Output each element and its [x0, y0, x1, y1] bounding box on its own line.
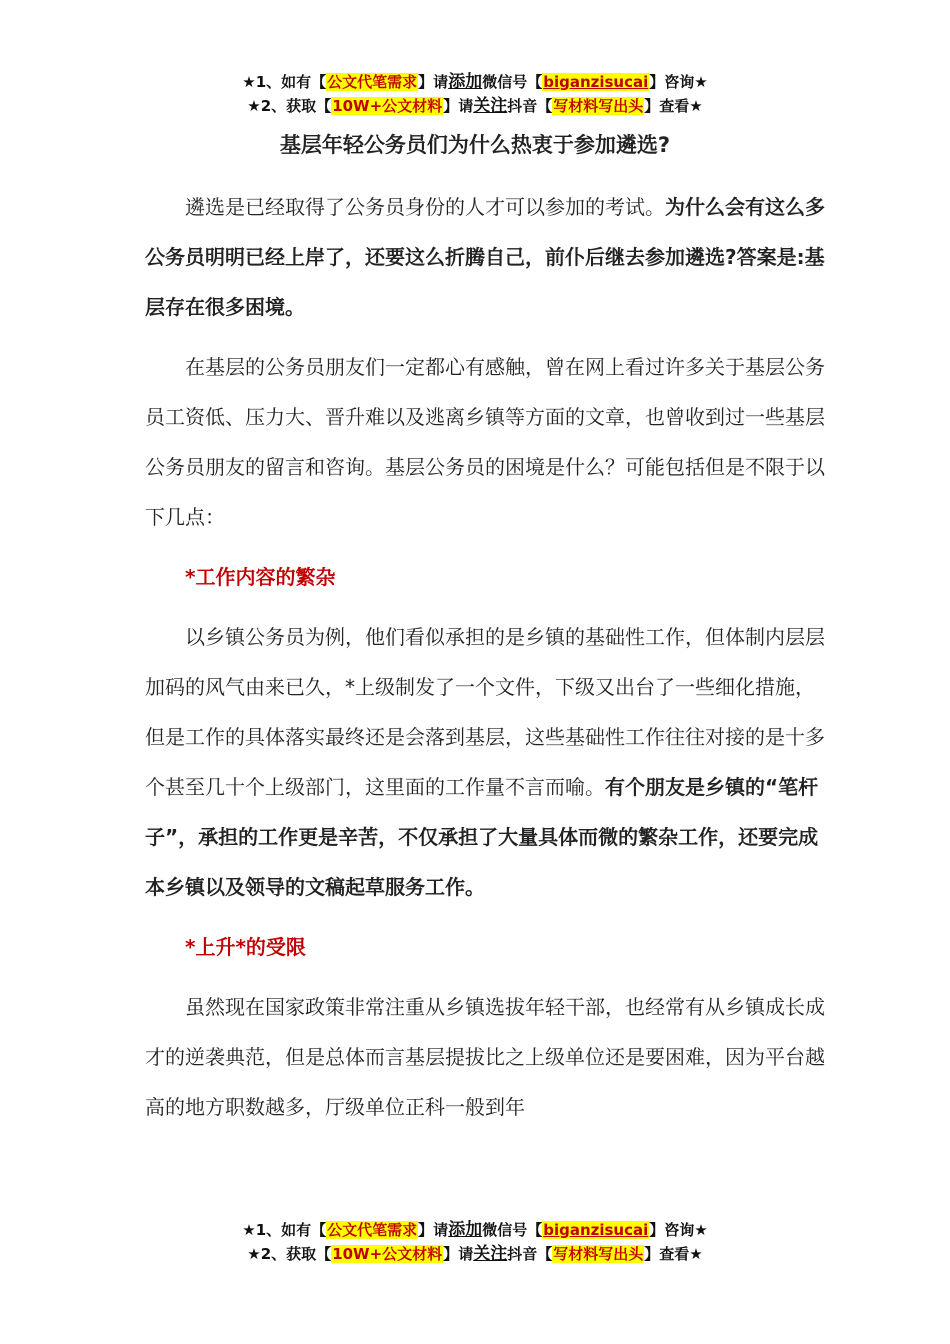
banner-text: 】查看 [644, 97, 690, 115]
paragraph-bold: 有个朋友是乡镇的“笔杆子”，承担的工作更是辛苦，不仅承担了大量具体而微的繁杂工作，还要完成本乡镇以及领导的文稿起草服务工作。 [145, 775, 819, 899]
paragraph-text: 遴选是已经取得了公务员身份的人才可以参加的考试。 [185, 195, 665, 219]
paragraph-3 [145, 612, 825, 912]
banner-line-1 [0, 70, 950, 94]
douyin-account: 写材料写出头 [553, 1245, 644, 1263]
paragraph-bold: 为什么会有这么多公务员明明已经上岸了，还要这么折腾自己，前仆后继去参加遴选?答案是:基层存在很多困境。 [145, 195, 825, 319]
article-body [145, 182, 825, 1142]
banner-text: 抖音【 [507, 97, 553, 115]
emphasis-add: 添加 [448, 1220, 483, 1240]
banner-line-1 [0, 1218, 950, 1242]
article-title: 基层年轻公务员们为什么热衷于参加遴选? [279, 133, 671, 157]
banner-line-2 [0, 94, 950, 118]
header-banner [0, 70, 950, 118]
emphasis-add: 添加 [448, 72, 483, 92]
banner-text: 】查看 [644, 1245, 690, 1263]
highlight-service: 公文代笔需求 [327, 1221, 418, 1239]
banner-text: 微信号【 [482, 1221, 543, 1239]
banner-text: 】咨询 [649, 73, 695, 91]
star-icon: ★ [689, 1245, 703, 1263]
star-icon: ★ [247, 1245, 261, 1263]
banner-text: 】请 [443, 1245, 474, 1263]
star-icon: ★ [694, 73, 708, 91]
star-icon: ★ [242, 1221, 256, 1239]
banner-text: 2、获取【 [260, 97, 332, 115]
section-heading-1: *工作内容的繁杂 [185, 565, 336, 589]
star-icon: ★ [242, 73, 256, 91]
banner-text: 1、如有【 [255, 73, 327, 91]
banner-text: 】请 [418, 73, 449, 91]
banner-text: 】请 [443, 97, 474, 115]
highlight-materials: 10W+公文材料 [332, 97, 443, 115]
emphasis-follow: 关注 [473, 96, 508, 116]
paragraph-4: 虽然现在国家政策非常注重从乡镇选拔年轻干部，也经常有从乡镇成长成才的逆袭典范，但是总体而言基层提拔比之上级单位还是要困难，因为平台越高的地方职数越多，厅级单位正科一般到年 [145, 995, 825, 1119]
footer-banner [0, 1218, 950, 1266]
banner-text: 抖音【 [507, 1245, 553, 1263]
banner-text: 微信号【 [482, 73, 543, 91]
star-icon: ★ [694, 1221, 708, 1239]
paragraph-2: 在基层的公务员朋友们一定都心有感触，曾在网上看过许多关于基层公务员工资低、压力大、晋升难以及逃离乡镇等方面的文章，也曾收到过一些基层公务员朋友的留言和咨询。基层公务员的困境是什么？可能包括但是不限于以下几点： [145, 355, 825, 529]
wechat-id: biganzisucai [543, 1221, 649, 1239]
highlight-service: 公文代笔需求 [327, 73, 418, 91]
banner-text: 】请 [418, 1221, 449, 1239]
star-icon: ★ [247, 97, 261, 115]
banner-text: 2、获取【 [260, 1245, 332, 1263]
wechat-id: biganzisucai [543, 73, 649, 91]
douyin-account: 写材料写出头 [553, 97, 644, 115]
emphasis-follow: 关注 [473, 1244, 508, 1264]
banner-text: 1、如有【 [255, 1221, 327, 1239]
banner-line-2 [0, 1242, 950, 1266]
star-icon: ★ [689, 97, 703, 115]
section-heading-2: *上升*的受限 [185, 935, 306, 959]
banner-text: 】咨询 [649, 1221, 695, 1239]
paragraph-text: 以乡镇公务员为例，他们看似承担的是乡镇的基础性工作，但体制内层层加码的风气由来已久，*上级制发了一个文件，下级又出台了一些细化措施，但是工作的具体落实最终还是会落到基层，这些基础性工作往往对接的是十多个甚至几十个上级部门，这里面的工作量不言而喻。 [145, 625, 825, 799]
paragraph-1 [145, 182, 825, 332]
highlight-materials: 10W+公文材料 [332, 1245, 443, 1263]
